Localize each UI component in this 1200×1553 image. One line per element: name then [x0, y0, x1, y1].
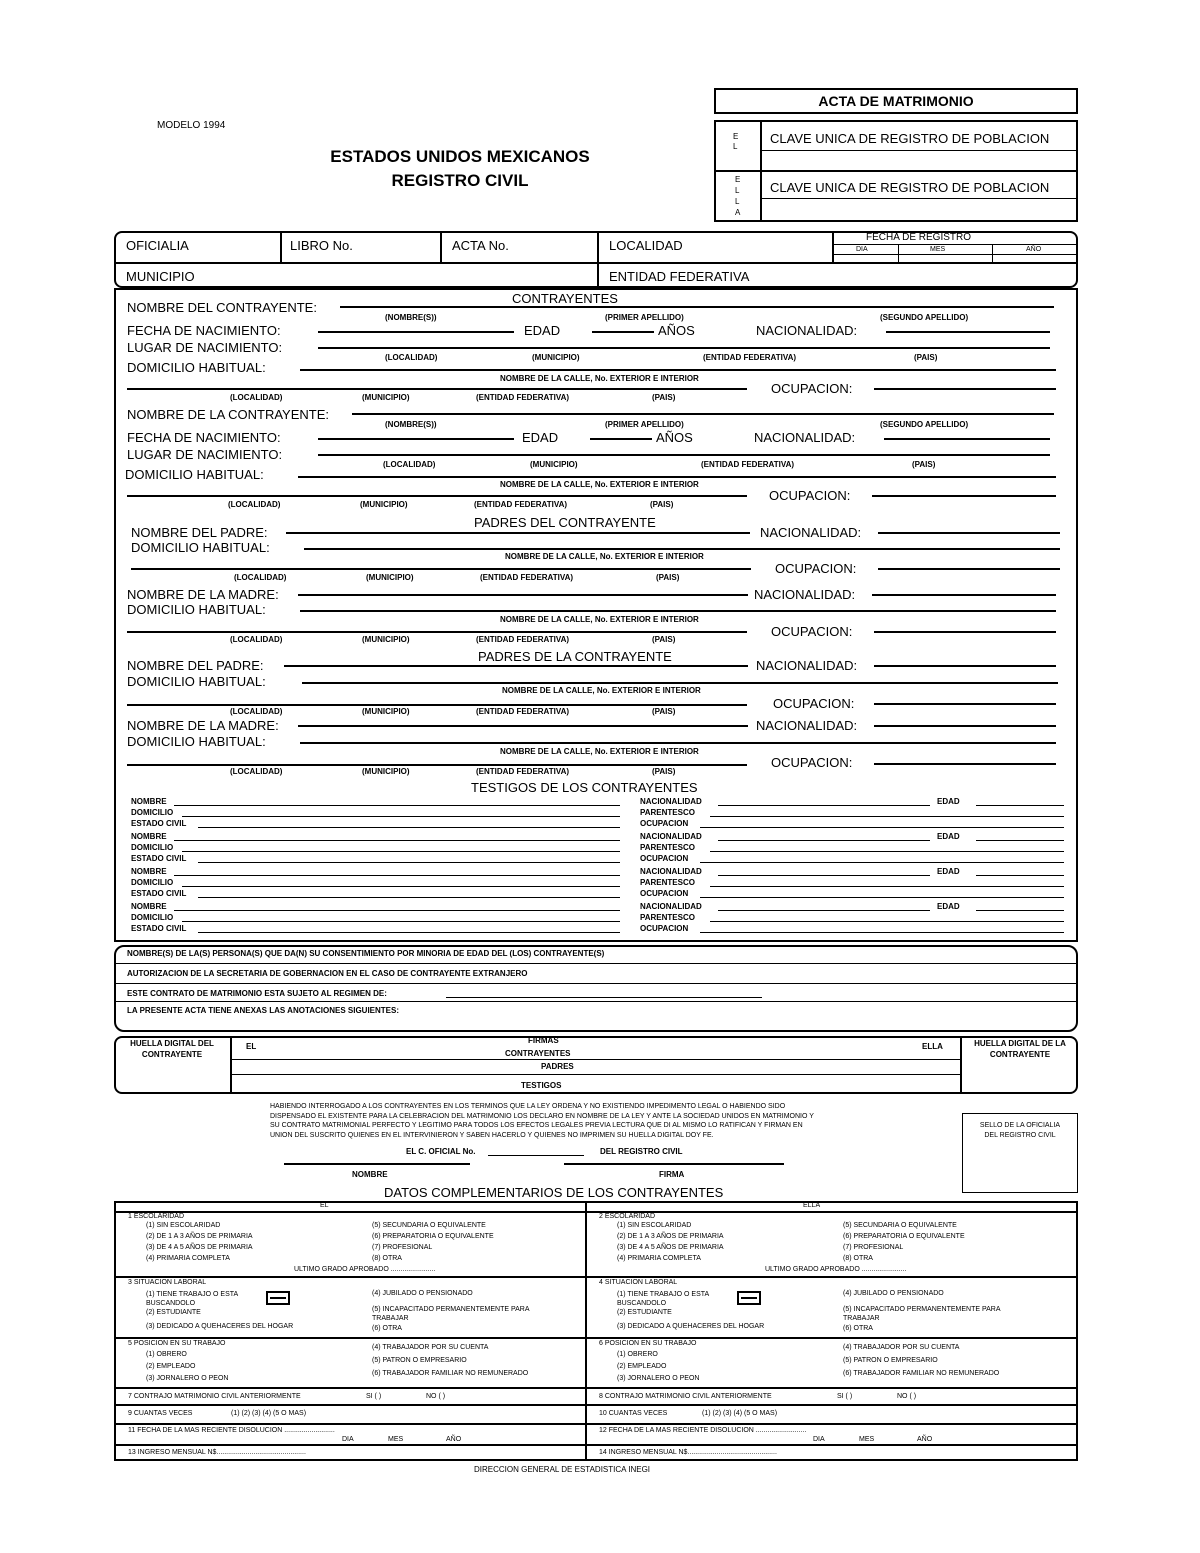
el-esc-opt-6: (6) PREPARATORIA O EQUIVALENTE [372, 1233, 494, 1240]
oficialia-label: OFICIALIA [126, 238, 189, 253]
el-esc-opt-7: (7) PROFESIONAL [372, 1244, 433, 1251]
firmas-label: FIRMAS [528, 1036, 559, 1045]
el-lab-opt-5: (5) INCAPACITADO PERMANENTEMENTE PARA TRABAJAR [372, 1306, 530, 1322]
ella-pos-opt-4: (4) TRABAJADOR POR SU CUENTA [843, 1344, 960, 1351]
testigo-4-edad-label: EDAD [937, 902, 960, 911]
curp-label-ella: CLAVE UNICA DE REGISTRO DE POBLACION [770, 180, 1050, 195]
modelo-label: MODELO 1994 [157, 120, 226, 131]
el-dia-label: DIA [342, 1436, 354, 1443]
testigo-3-estado-label: ESTADO CIVIL [131, 889, 187, 898]
mes-label: MES [930, 246, 946, 253]
ella-lab-opt-2: (2) ESTUDIANTE [617, 1309, 672, 1316]
ella-lab-opt-1: (1) TIENE TRABAJO O ESTA BUSCANDOLO [617, 1291, 709, 1307]
ella-esc-opt-7: (7) PROFESIONAL [843, 1244, 904, 1251]
ella-posicion-label: 6 POSICION EN SU TRABAJO [599, 1340, 697, 1347]
ella-mes-label: MES [859, 1436, 875, 1443]
ella-no-label: NO ( ) [897, 1393, 917, 1400]
testigo-2-edad-label: EDAD [937, 832, 960, 841]
firmas-contrayentes-label: CONTRAYENTES [505, 1049, 571, 1058]
ella-letter-1: E [735, 175, 741, 184]
acta-label: ACTA No. [452, 238, 509, 253]
el-lab-opt-1: (1) TIENE TRABAJO O ESTA BUSCANDOLO [146, 1291, 238, 1307]
el-esc-opt-1: (1) SIN ESCOLARIDAD [146, 1222, 221, 1229]
del-registro-label: DEL REGISTRO CIVIL [600, 1147, 683, 1156]
testigo-2-nacionalidad-label: NACIONALIDAD [640, 832, 702, 841]
sello-box [962, 1113, 1078, 1193]
fecha-registro-label: FECHA DE REGISTRO [866, 232, 972, 243]
testigo-3-parentesco-label: PARENTESCO [640, 878, 695, 887]
sello-label: SELLO DE LA OFICIALIA DEL REGISTRO CIVIL [979, 1122, 1061, 1139]
firma-el-label: EL [246, 1042, 257, 1051]
ella-ingreso-label: 14 INGRESO MENSUAL N$.............................................. [599, 1449, 777, 1456]
el-trabajo-box [266, 1291, 290, 1305]
ella-letter-2: L [735, 186, 740, 195]
el-ingreso-label: 13 INGRESO MENSUAL N$.............................................. [128, 1449, 306, 1456]
firma-oficial-label: FIRMA [659, 1170, 685, 1179]
localidad-label: LOCALIDAD [609, 238, 683, 253]
ano-label: AÑO [1026, 246, 1042, 253]
el-esc-opt-2: (2) DE 1 A 3 AÑOS DE PRIMARIA [146, 1233, 253, 1240]
el-esc-opt-5: (5) SECUNDARIA O EQUIVALENTE [372, 1222, 486, 1229]
testigo-4-nombre-label: NOMBRE [131, 902, 167, 911]
ella-lab-opt-4: (4) JUBILADO O PENSIONADO [843, 1290, 944, 1297]
nombre-oficial-label: NOMBRE [352, 1170, 388, 1179]
el-lab-opt-3: (3) DEDICADO A QUEHACERES DEL HOGAR [146, 1323, 294, 1330]
el-ano-label: AÑO [446, 1436, 462, 1443]
contrayentes-title: CONTRAYENTES [512, 291, 618, 306]
testigo-3-nombre-label: NOMBRE [131, 867, 167, 876]
acta-title-box [714, 88, 1078, 114]
huella-el-label: HUELLA DIGITAL DEL CONTRAYENTE [130, 1039, 214, 1059]
el-pos-opt-6: (6) TRABAJADOR FAMILIAR NO REMUNERADO [372, 1370, 529, 1377]
testigo-4-ocupacion-label: OCUPACION [640, 924, 689, 933]
acta-title: ACTA DE MATRIMONIO [818, 93, 974, 109]
testigo-2-domicilio-label: DOMICILIO [131, 843, 174, 852]
footer-text: DIRECCION GENERAL DE ESTADISTICA INEGI [474, 1465, 651, 1474]
autorizacion-label: AUTORIZACION DE LA SECRETARIA DE GOBERNACION EN EL CASO DE CONTRAYENTE EXTRANJERO [127, 969, 528, 978]
testigo-2-nombre-label: NOMBRE [131, 832, 167, 841]
testigo-1-domicilio-label: DOMICILIO [131, 808, 174, 817]
dia-label: DIA [856, 246, 868, 253]
ella-esc-opt-1: (1) SIN ESCOLARIDAD [617, 1222, 692, 1229]
el-mes-label: MES [388, 1436, 404, 1443]
ella-pos-opt-3: (3) JORNALERO O PEON [617, 1375, 700, 1382]
oficial-label: EL C. OFICIAL No. [406, 1147, 476, 1156]
firmas-padres-label: PADRES [541, 1062, 574, 1071]
ella-ano-label: AÑO [917, 1436, 933, 1443]
el-contrajo-label: 7 CONTRAJO MATRIMONIO CIVIL ANTERIORMENTE [128, 1393, 301, 1400]
el-posicion-label: 5 POSICION EN SU TRABAJO [128, 1340, 226, 1347]
ella-letter-4: A [735, 208, 741, 217]
nombre-contrayente-f-label: NOMBRE DE LA CONTRAYENTE: [127, 407, 330, 422]
el-pos-opt-4: (4) TRABAJADOR POR SU CUENTA [372, 1344, 489, 1351]
ella-lab-opt-3: (3) DEDICADO A QUEHACERES DEL HOGAR [617, 1323, 765, 1330]
testigo-1-parentesco-label: PARENTESCO [640, 808, 695, 817]
nombre-contrayente-label: NOMBRE DEL CONTRAYENTE: [127, 300, 317, 315]
regimen-label: ESTE CONTRATO DE MATRIMONIO ESTA SUJETO AL REGIMEN DE: [127, 989, 387, 998]
ella-lab-opt-6: (6) OTRA [843, 1325, 873, 1332]
el-pos-opt-1: (1) OBRERO [146, 1351, 187, 1358]
testigo-1-ocupacion-label: OCUPACION [640, 819, 689, 828]
testigo-3-domicilio-label: DOMICILIO [131, 878, 174, 887]
registry-title: REGISTRO CIVIL [391, 171, 529, 190]
el-pos-opt-5: (5) PATRON O EMPRESARIO [372, 1357, 467, 1364]
testigo-4-estado-label: ESTADO CIVIL [131, 924, 187, 933]
el-no-label: NO ( ) [426, 1393, 446, 1400]
testigo-1-nombre-label: NOMBRE [131, 797, 167, 806]
ella-letter-3: L [735, 197, 740, 206]
el-lab-opt-6: (6) OTRA [372, 1325, 402, 1332]
ella-esc-opt-6: (6) PREPARATORIA O EQUIVALENTE [843, 1233, 965, 1240]
testigo-1-edad-label: EDAD [937, 797, 960, 806]
el-esc-opt-3: (3) DE 4 A 5 AÑOS DE PRIMARIA [146, 1244, 253, 1251]
el-pos-opt-3: (3) JORNALERO O PEON [146, 1375, 229, 1382]
el-letter-2: L [733, 142, 738, 151]
el-laboral-label: 3 SITUACION LABORAL [128, 1279, 207, 1286]
testigo-4-parentesco-label: PARENTESCO [640, 913, 695, 922]
ella-pos-opt-2: (2) EMPLEADO [617, 1363, 667, 1370]
firmas-testigos-label: TESTIGOS [521, 1081, 562, 1090]
ella-pos-opt-6: (6) TRABAJADOR FAMILIAR NO REMUNERADO [843, 1370, 1000, 1377]
el-lab-opt-2: (2) ESTUDIANTE [146, 1309, 201, 1316]
testigo-2-ocupacion-label: OCUPACION [640, 854, 689, 863]
entidad-label: ENTIDAD FEDERATIVA [609, 269, 750, 284]
testigo-3-ocupacion-label: OCUPACION [640, 889, 689, 898]
el-si-label: SI ( ) [366, 1393, 382, 1400]
el-pos-opt-2: (2) EMPLEADO [146, 1363, 196, 1370]
testigo-3-edad-label: EDAD [937, 867, 960, 876]
el-esc-opt-4: (4) PRIMARIA COMPLETA [146, 1255, 230, 1262]
huella-ella-label: HUELLA DIGITAL DE LA CONTRAYENTE [974, 1039, 1066, 1059]
ella-esc-opt-3: (3) DE 4 A 5 AÑOS DE PRIMARIA [617, 1244, 724, 1251]
el-disolucion-label: 11 FECHA DE LA MAS RECIENTE DISOLUCION .......................... [128, 1427, 335, 1434]
testigo-1-nacionalidad-label: NACIONALIDAD [640, 797, 702, 806]
municipio-label: MUNICIPIO [126, 269, 195, 284]
ella-veces-options: (1) (2) (3) (4) (5 O MAS) [702, 1410, 778, 1417]
ella-pos-opt-1: (1) OBRERO [617, 1351, 658, 1358]
country-title: ESTADOS UNIDOS MEXICANOS [330, 147, 590, 166]
complementarios-title: DATOS COMPLEMENTARIOS DE LOS CONTRAYENTES [384, 1185, 724, 1200]
el-lab-opt-4: (4) JUBILADO O PENSIONADO [372, 1290, 473, 1297]
complementarios-box [114, 1201, 1078, 1461]
ella-esc-opt-5: (5) SECUNDARIA O EQUIVALENTE [843, 1222, 957, 1229]
ella-esc-opt-4: (4) PRIMARIA COMPLETA [617, 1255, 701, 1262]
ella-si-label: SI ( ) [837, 1393, 853, 1400]
ella-cuantas-label: 10 CUANTAS VECES [599, 1410, 668, 1417]
curp-label-el: CLAVE UNICA DE REGISTRO DE POBLACION [770, 131, 1050, 146]
el-escolaridad-label: 1 ESCOLARIDAD [128, 1213, 185, 1220]
testigos-title: TESTIGOS DE LOS CONTRAYENTES [471, 780, 698, 795]
testigo-4-domicilio-label: DOMICILIO [131, 913, 174, 922]
ella-esc-opt-2: (2) DE 1 A 3 AÑOS DE PRIMARIA [617, 1233, 724, 1240]
testigo-2-parentesco-label: PARENTESCO [640, 843, 695, 852]
ella-contrajo-label: 8 CONTRAJO MATRIMONIO CIVIL ANTERIORMENTE [599, 1393, 772, 1400]
anotaciones-label: LA PRESENTE ACTA TIENE ANEXAS LAS ANOTACIONES SIGUIENTES: [127, 1006, 400, 1015]
el-cuantas-label: 9 CUANTAS VECES [128, 1410, 193, 1417]
padres-contrayente-f-title: PADRES DE LA CONTRAYENTE [478, 649, 672, 664]
testigo-4-nacionalidad-label: NACIONALIDAD [640, 902, 702, 911]
el-letter-1: E [733, 132, 739, 141]
ella-pos-opt-5: (5) PATRON O EMPRESARIO [843, 1357, 938, 1364]
ella-trabajo-box [737, 1291, 761, 1305]
ella-esc-opt-8: (8) OTRA [843, 1255, 873, 1262]
padres-contrayente-title: PADRES DEL CONTRAYENTE [474, 515, 656, 530]
testigo-3-nacionalidad-label: NACIONALIDAD [640, 867, 702, 876]
ella-ultimo-grado: ULTIMO GRADO APROBADO ....................... [765, 1266, 907, 1273]
ella-escolaridad-label: 2 ESCOLARIDAD [599, 1213, 656, 1220]
el-veces-options: (1) (2) (3) (4) (5 O MAS) [231, 1410, 307, 1417]
testigo-2-estado-label: ESTADO CIVIL [131, 854, 187, 863]
certificacion-text: HABIENDO INTERROGADO A LOS CONTRAYENTES EN LOS TERMINOS QUE LA LEY ORDENA Y NO EXISTIENDO IMPEDIMENTO LEGAL O HABIENDO SIDO DISPENSADO EL EXISTENTE PARA LA CELEBRACION DEL MATRIMONIO LOS DECLARO EN NOMBRE DE LA LEY Y ANTE LA SOCIEDAD UNIDOS EN MATRIMONIO Y SU CONTRATO MATRIMONIAL PERFECTO Y LEGITIMO PARA TODOS LOS EFECTOS LEGALES PREVIA LECTURA QUE DI AL MISMO LO RATIFICAN Y FIRMAN EN UNION DEL SUSCRITO QUIENES EN EL INTERVINIERON Y SABEN HACERLO Y QUIENES NO IMPRIMEN SU HUELLA DIGITAL DOY FE. [270, 1103, 814, 1139]
ella-dia-label: DIA [813, 1436, 825, 1443]
consentimiento-label: NOMBRE(S) DE LA(S) PERSONA(S) QUE DA(N) SU CONSENTIMIENTO POR MINORIA DE EDAD DEL (LOS) CONTRAYENTE(S) [127, 949, 605, 958]
el-ultimo-grado: ULTIMO GRADO APROBADO ....................... [294, 1266, 436, 1273]
firma-ella-label: ELLA [922, 1042, 943, 1051]
libro-label: LIBRO No. [290, 238, 353, 253]
testigo-1-estado-label: ESTADO CIVIL [131, 819, 187, 828]
el-esc-opt-8: (8) OTRA [372, 1255, 402, 1262]
ella-laboral-label: 4 SITUACION LABORAL [599, 1279, 678, 1286]
ella-disolucion-label: 12 FECHA DE LA MAS RECIENTE DISOLUCION .......................... [599, 1427, 807, 1434]
ella-lab-opt-5: (5) INCAPACITADO PERMANENTEMENTE PARA TRABAJAR [843, 1306, 1001, 1322]
